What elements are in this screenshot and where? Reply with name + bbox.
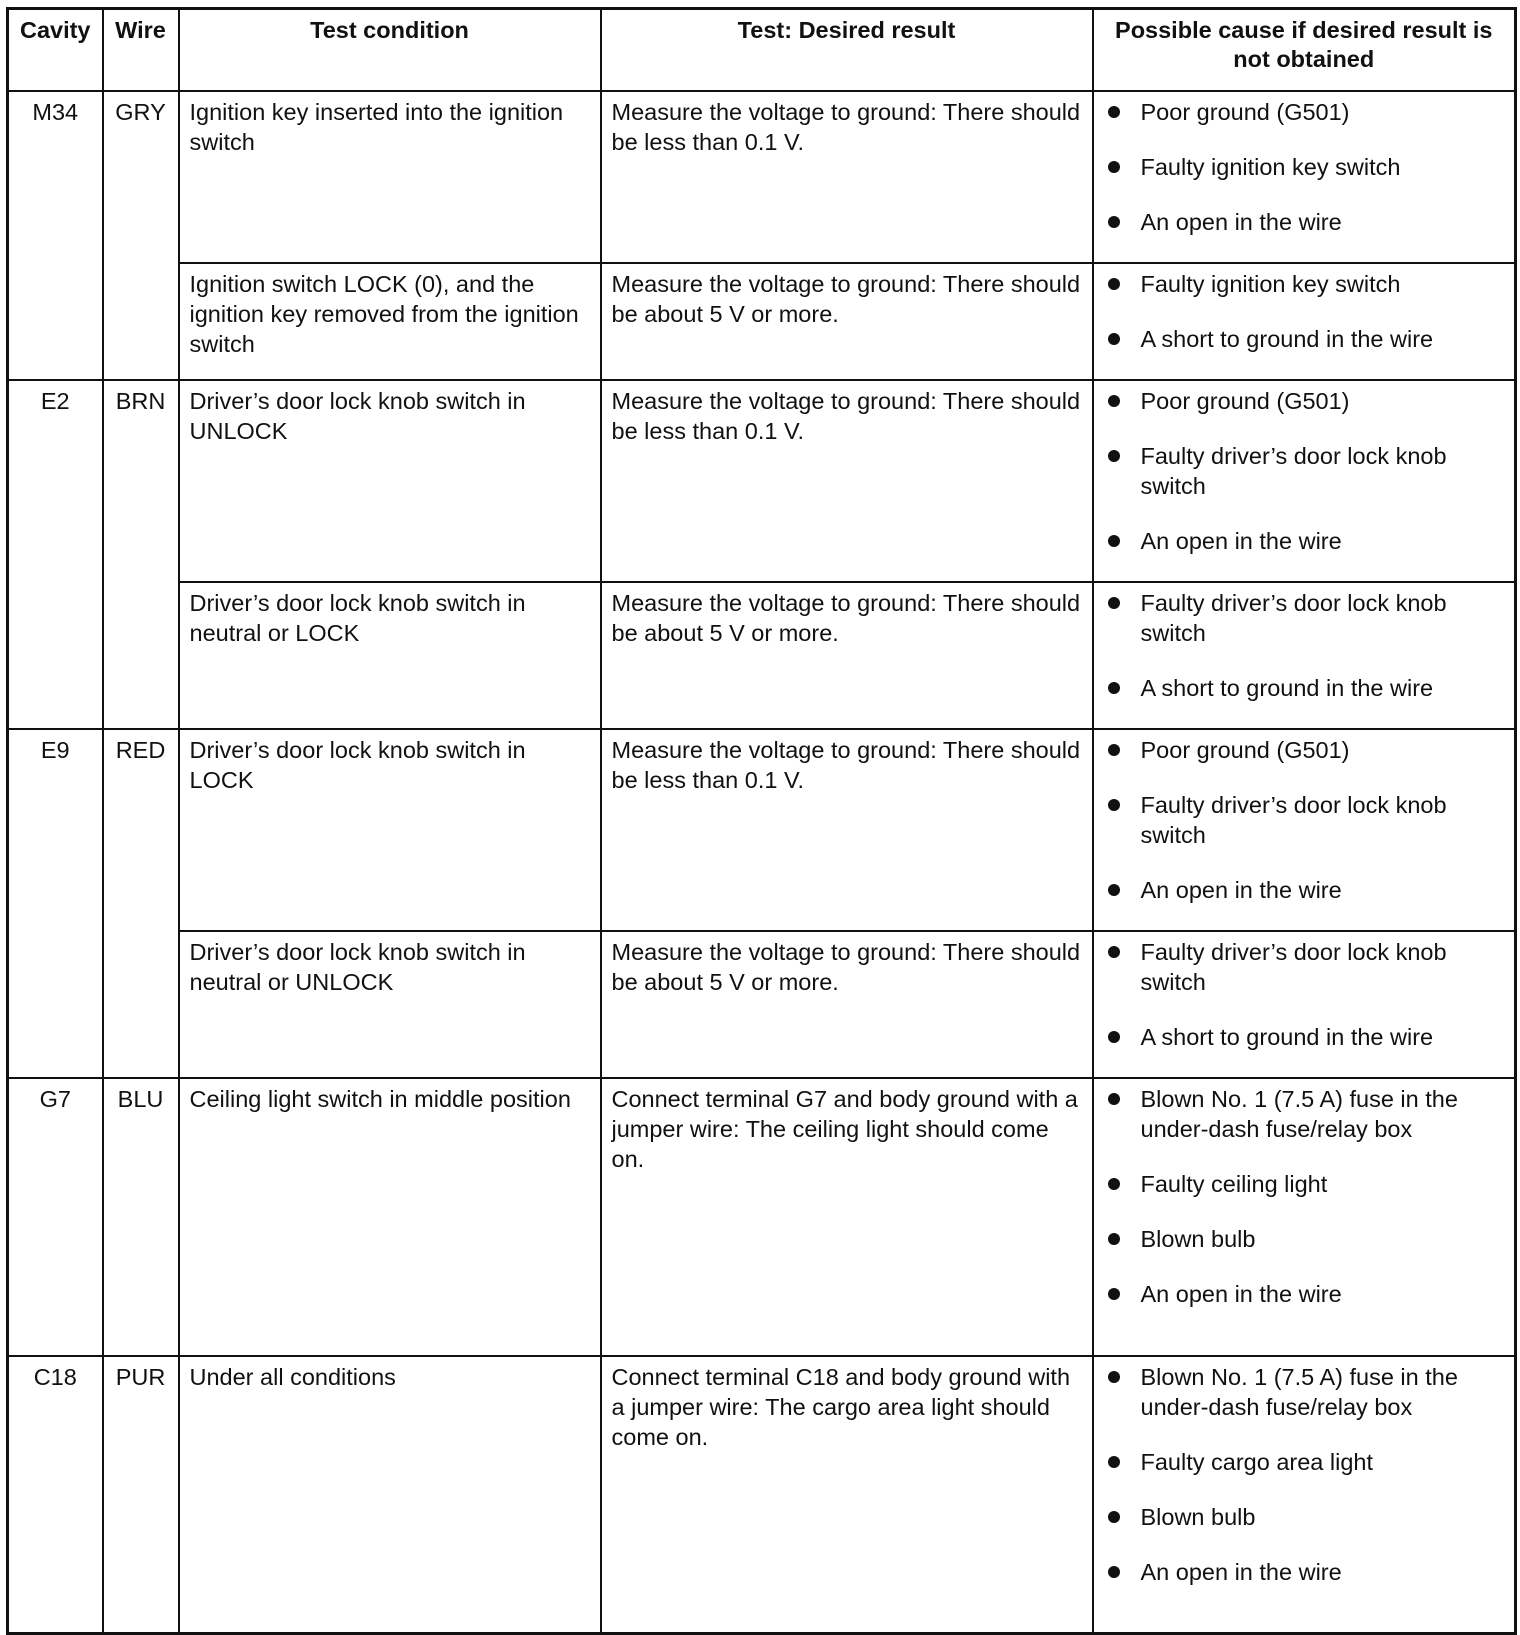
wire-color-cell: GRY [103, 91, 179, 380]
cause-text: An open in the wire [1140, 527, 1342, 554]
test-condition-cell: Ignition switch LOCK (0), and the ignition key removed from the ignition switch [179, 263, 601, 380]
test-condition-cell: Under all conditions [179, 1356, 601, 1634]
cause-text: Poor ground (G501) [1140, 736, 1350, 763]
cause-text: An open in the wire [1140, 1558, 1342, 1585]
cause-list [1104, 1084, 1505, 1309]
cavity-cell: E9 [8, 729, 103, 1078]
cavity-cell: M34 [8, 91, 103, 380]
header-wire: Wire [103, 9, 179, 91]
bullet-icon [1108, 1031, 1120, 1043]
bullet-icon [1108, 333, 1120, 345]
test-condition-cell: Ignition key inserted into the ignition switch [179, 91, 601, 263]
cause-item [1104, 875, 1505, 905]
wire-color-cell: RED [103, 729, 179, 1078]
cause-text: Faulty ceiling light [1140, 1170, 1328, 1197]
bullet-icon [1108, 535, 1120, 547]
cause-list [1104, 386, 1505, 556]
cause-item [1104, 1169, 1505, 1199]
table-row [8, 1078, 1516, 1356]
cause-text: A short to ground in the wire [1140, 325, 1434, 352]
desired-result-cell: Measure the voltage to ground: There should be about 5 V or more. [601, 931, 1093, 1078]
desired-result-cell: Measure the voltage to ground: There should be less than 0.1 V. [601, 380, 1093, 582]
cause-list [1104, 588, 1505, 703]
cause-item [1104, 207, 1505, 237]
cause-item [1104, 1447, 1505, 1477]
cause-list [1104, 735, 1505, 905]
bullet-icon [1108, 1093, 1120, 1105]
cause-text: Faulty driver’s door lock knob switch [1140, 938, 1447, 995]
header-test-condition: Test condition [179, 9, 601, 91]
cause-list [1104, 97, 1505, 237]
test-condition-cell: Driver’s door lock knob switch in LOCK [179, 729, 601, 931]
cause-item [1104, 1279, 1505, 1309]
cause-list [1104, 269, 1505, 354]
bullet-icon [1108, 946, 1120, 958]
wire-color-cell: PUR [103, 1356, 179, 1634]
cause-item [1104, 673, 1505, 703]
possible-cause-cell [1093, 729, 1516, 931]
wire-color-cell: BLU [103, 1078, 179, 1356]
cause-text: Blown No. 1 (7.5 A) fuse in the under-dash fuse/relay box [1140, 1363, 1458, 1420]
bullet-icon [1108, 1566, 1120, 1578]
desired-result-cell: Connect terminal G7 and body ground with a jumper wire: The ceiling light should come on. [601, 1078, 1093, 1356]
cause-text: Faulty driver’s door lock knob switch [1140, 442, 1447, 499]
cause-text: Poor ground (G501) [1140, 98, 1350, 125]
bullet-icon [1108, 161, 1120, 173]
cause-list [1104, 1362, 1505, 1587]
header-desired-result: Test: Desired result [601, 9, 1093, 91]
desired-result-cell: Measure the voltage to ground: There should be less than 0.1 V. [601, 91, 1093, 263]
possible-cause-cell [1093, 1356, 1516, 1634]
bullet-icon [1108, 278, 1120, 290]
bullet-icon [1108, 744, 1120, 756]
cause-text: An open in the wire [1140, 1280, 1342, 1307]
bullet-icon [1108, 1456, 1120, 1468]
cause-item [1104, 937, 1505, 997]
cause-text: Faulty driver’s door lock knob switch [1140, 589, 1447, 646]
header-cavity: Cavity [8, 9, 103, 91]
bullet-icon [1108, 216, 1120, 228]
cause-item [1104, 386, 1505, 416]
cause-item [1104, 1502, 1505, 1532]
cause-text: Poor ground (G501) [1140, 387, 1350, 414]
test-condition-cell: Driver’s door lock knob switch in neutral or UNLOCK [179, 931, 601, 1078]
wire-color-cell: BRN [103, 380, 179, 729]
desired-result-cell: Measure the voltage to ground: There should be about 5 V or more. [601, 582, 1093, 729]
cause-text: A short to ground in the wire [1140, 674, 1434, 701]
test-condition-cell: Driver’s door lock knob switch in neutral or LOCK [179, 582, 601, 729]
cause-list [1104, 937, 1505, 1052]
cause-item [1104, 1362, 1505, 1422]
table-row [8, 380, 1516, 582]
cause-item [1104, 735, 1505, 765]
cause-item [1104, 526, 1505, 556]
cause-item [1104, 441, 1505, 501]
cause-text: Blown No. 1 (7.5 A) fuse in the under-dash fuse/relay box [1140, 1085, 1458, 1142]
cavity-cell: G7 [8, 1078, 103, 1356]
desired-result-cell: Measure the voltage to ground: There should be about 5 V or more. [601, 263, 1093, 380]
cavity-cell: E2 [8, 380, 103, 729]
bullet-icon [1108, 1178, 1120, 1190]
cause-item [1104, 1224, 1505, 1254]
cause-item [1104, 269, 1505, 299]
possible-cause-cell [1093, 931, 1516, 1078]
cause-item [1104, 588, 1505, 648]
cause-text: Faulty ignition key switch [1140, 153, 1401, 180]
cause-text: An open in the wire [1140, 208, 1342, 235]
possible-cause-cell [1093, 91, 1516, 263]
cause-item [1104, 324, 1505, 354]
desired-result-cell: Measure the voltage to ground: There should be less than 0.1 V. [601, 729, 1093, 931]
bullet-icon [1108, 1288, 1120, 1300]
bullet-icon [1108, 1511, 1120, 1523]
table-row [8, 1356, 1516, 1634]
desired-result-cell: Connect terminal C18 and body ground with a jumper wire: The cargo area light should come on. [601, 1356, 1093, 1634]
cause-text: Blown bulb [1140, 1503, 1256, 1530]
bullet-icon [1108, 1233, 1120, 1245]
bullet-icon [1108, 1371, 1120, 1383]
cavity-cell: C18 [8, 1356, 103, 1634]
table-row [8, 729, 1516, 931]
cause-item [1104, 1084, 1505, 1144]
possible-cause-cell [1093, 380, 1516, 582]
cause-item [1104, 790, 1505, 850]
cause-item [1104, 152, 1505, 182]
test-condition-cell: Driver’s door lock knob switch in UNLOCK [179, 380, 601, 582]
bullet-icon [1108, 106, 1120, 118]
table-row [8, 582, 1516, 729]
bullet-icon [1108, 450, 1120, 462]
possible-cause-cell [1093, 582, 1516, 729]
cause-text: A short to ground in the wire [1140, 1023, 1434, 1050]
test-condition-cell: Ceiling light switch in middle position [179, 1078, 601, 1356]
possible-cause-cell [1093, 263, 1516, 380]
header-possible-cause: Possible cause if desired result is not obtained [1093, 9, 1516, 91]
cause-text: Faulty cargo area light [1140, 1448, 1374, 1475]
bullet-icon [1108, 682, 1120, 694]
table-row [8, 931, 1516, 1078]
bullet-icon [1108, 597, 1120, 609]
table-row [8, 263, 1516, 380]
cause-text: Faulty ignition key switch [1140, 270, 1401, 297]
cause-item [1104, 1022, 1505, 1052]
terminal-test-table [6, 7, 1517, 1635]
cause-text: Blown bulb [1140, 1225, 1256, 1252]
cause-text: Faulty driver’s door lock knob switch [1140, 791, 1447, 848]
cause-text: An open in the wire [1140, 876, 1342, 903]
cause-item [1104, 1557, 1505, 1587]
header-row [8, 9, 1516, 91]
table-row [8, 91, 1516, 263]
cause-item [1104, 97, 1505, 127]
bullet-icon [1108, 884, 1120, 896]
bullet-icon [1108, 395, 1120, 407]
possible-cause-cell [1093, 1078, 1516, 1356]
bullet-icon [1108, 799, 1120, 811]
